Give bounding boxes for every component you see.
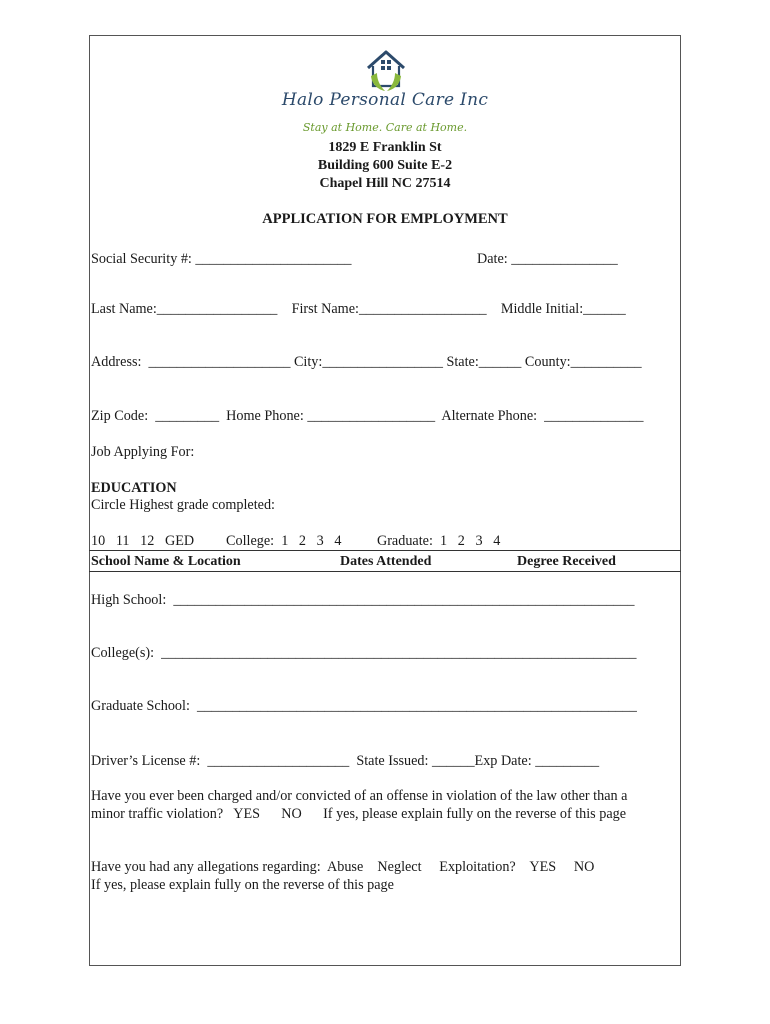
address-street: 1829 E Franklin St — [328, 140, 442, 155]
company-tagline: Stay at Home. Care at Home. — [302, 121, 468, 134]
address-city-state-zip: Chapel Hill NC 27514 — [319, 176, 451, 191]
school-col-dates: Dates Attended — [340, 554, 432, 569]
grade-prompt: Circle Highest grade completed: — [91, 497, 275, 513]
table-header-rule — [89, 571, 681, 572]
high-school-field[interactable]: High School: _________________________________________________________________ — [91, 592, 635, 608]
drivers-license-fields[interactable]: Driver’s License #: ____________________ State Issued: ______Exp Date: _________ — [91, 753, 600, 769]
school-col-degree: Degree Received — [517, 554, 616, 569]
table-top-rule — [89, 550, 681, 551]
offense-question-line2[interactable]: minor traffic violation? YES NO If yes, please explain fully on the reverse of this page — [91, 806, 627, 822]
address-fields[interactable]: Address: ____________________ City:_________________ State:______ County:__________ — [91, 354, 642, 370]
allegation-question-line1[interactable]: Have you had any allegations regarding: Abuse Neglect Exploitation? YES NO — [91, 859, 595, 875]
form-title: APPLICATION FOR EMPLOYMENT — [262, 211, 508, 227]
ssn-field[interactable]: Social Security #: ______________________ — [91, 251, 352, 267]
phone-fields[interactable]: Zip Code: _________ Home Phone: __________________ Alternate Phone: ______________ — [91, 408, 644, 424]
school-col-name: School Name & Location — [91, 554, 241, 569]
grade-options[interactable]: 10 11 12 GED College: 1 2 3 4 Graduate: 1 2 3 4 — [91, 533, 501, 549]
house-with-hands-logo — [362, 46, 410, 94]
college-field[interactable]: College(s): ___________________________________________________________________ — [91, 645, 637, 661]
address-building: Building 600 Suite E-2 — [317, 158, 453, 173]
graduate-school-field[interactable]: Graduate School: ______________________________________________________________ — [91, 698, 637, 714]
allegation-question-line2: If yes, please explain fully on the reverse of this page — [91, 877, 394, 893]
name-fields[interactable]: Last Name:_________________ First Name:__________________ Middle Initial:______ — [91, 301, 626, 317]
education-heading: EDUCATION — [91, 480, 177, 496]
date-field[interactable]: Date: _______________ — [477, 251, 618, 267]
job-applying-field[interactable]: Job Applying For: — [91, 444, 195, 460]
offense-question-line1: Have you ever been charged and/or convicted of an offense in violation of the law other than a — [91, 788, 628, 804]
company-name: Halo Personal Care Inc — [281, 90, 489, 110]
